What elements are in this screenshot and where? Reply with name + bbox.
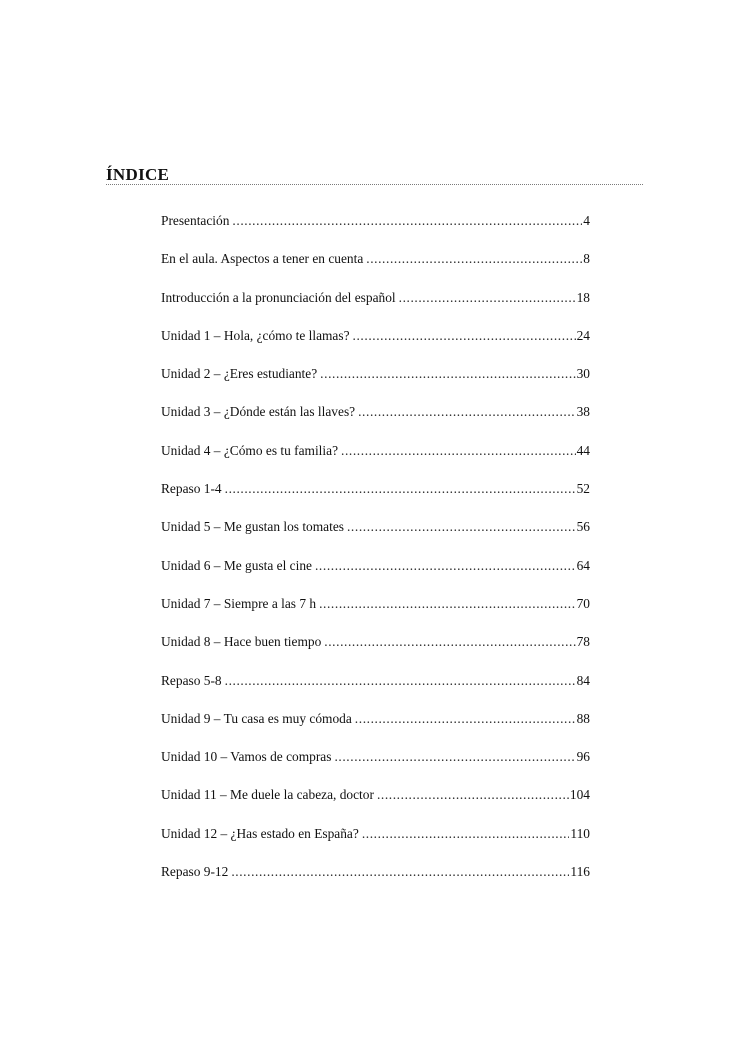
toc-entry-page-number: 88 — [576, 710, 590, 726]
dot-leader — [319, 596, 576, 612]
dot-leader — [225, 481, 576, 497]
toc-entry-title: Repaso 1-4 — [161, 481, 222, 497]
dot-leader — [231, 864, 569, 880]
toc-entry-page-number: 96 — [576, 749, 590, 765]
dot-leader — [358, 404, 576, 420]
dot-leader — [399, 290, 576, 306]
toc-entry-page-number: 24 — [576, 327, 590, 343]
toc-entry[interactable] — [161, 596, 590, 634]
toc-entry-title: Repaso 9-12 — [161, 864, 229, 880]
toc-entry-title: Unidad 7 – Siempre a las 7 h — [161, 595, 317, 611]
toc-entry-title: Unidad 2 – ¿Eres estudiante? — [161, 366, 318, 382]
toc-entry[interactable] — [161, 864, 590, 902]
toc-entry-title: En el aula. Aspectos a tener en cuenta — [161, 251, 364, 267]
toc-entry[interactable] — [161, 634, 590, 672]
page-title: ÍNDICE — [106, 165, 170, 184]
toc-entry-page-number: 18 — [576, 289, 590, 305]
toc-entry-page-number: 38 — [576, 404, 590, 420]
toc-entry-page-number: 70 — [576, 595, 590, 611]
toc-entry-page-number: 4 — [583, 213, 590, 228]
toc-entry[interactable] — [161, 366, 590, 404]
toc-entry-page-number: 30 — [576, 366, 590, 382]
dot-leader — [362, 826, 570, 842]
toc-entry-page-number: 78 — [576, 634, 590, 650]
toc-entry-page-number: 84 — [576, 672, 590, 688]
toc-entry-page-number: 8 — [583, 251, 590, 267]
dot-leader — [353, 328, 576, 344]
toc-entry[interactable] — [161, 404, 590, 442]
toc-entry-title: Unidad 4 – ¿Cómo es tu familia? — [161, 442, 339, 458]
table-of-contents — [161, 213, 590, 902]
toc-entry[interactable] — [161, 787, 590, 825]
toc-entry[interactable] — [161, 749, 590, 787]
toc-entry[interactable] — [161, 290, 590, 328]
dot-leader — [324, 634, 575, 650]
toc-entry-title: Unidad 1 – Hola, ¿cómo te llamas? — [161, 327, 350, 343]
toc-entry-title: Unidad 8 – Hace buen tiempo — [161, 634, 322, 650]
toc-entry-title: Unidad 6 – Me gusta el cine — [161, 557, 312, 573]
title-divider — [106, 184, 643, 185]
dot-leader — [355, 711, 576, 727]
dot-leader — [377, 787, 569, 803]
toc-entry-page-number: 64 — [576, 557, 590, 573]
toc-entry-title: Unidad 11 – Me duele la cabeza, doctor — [161, 787, 374, 803]
toc-entry-title: Presentación — [161, 213, 230, 228]
toc-entry[interactable] — [161, 673, 590, 711]
dot-leader — [347, 519, 576, 535]
toc-entry-page-number: 44 — [576, 442, 590, 458]
toc-entry-page-number: 56 — [576, 519, 590, 535]
toc-entry[interactable] — [161, 328, 590, 366]
toc-entry[interactable] — [161, 213, 590, 251]
dot-leader — [232, 213, 582, 229]
toc-entry[interactable] — [161, 519, 590, 557]
dot-leader — [366, 251, 582, 267]
toc-entry[interactable] — [161, 443, 590, 481]
dot-leader — [334, 749, 575, 765]
dot-leader — [341, 443, 576, 459]
toc-entry[interactable] — [161, 826, 590, 864]
toc-entry[interactable] — [161, 481, 590, 519]
toc-entry-page-number: 110 — [570, 825, 590, 841]
toc-entry-title: Repaso 5-8 — [161, 672, 222, 688]
toc-entry-title: Unidad 12 – ¿Has estado en España? — [161, 825, 359, 841]
dot-leader — [315, 558, 576, 574]
toc-entry-page-number: 116 — [570, 864, 590, 880]
toc-entry-title: Unidad 5 – Me gustan los tomates — [161, 519, 344, 535]
dot-leader — [225, 673, 576, 689]
toc-entry[interactable] — [161, 558, 590, 596]
toc-entry-title: Unidad 3 – ¿Dónde están las llaves? — [161, 404, 356, 420]
toc-entry-title: Introducción a la pronunciación del español — [161, 289, 396, 305]
toc-entry[interactable] — [161, 251, 590, 289]
dot-leader — [320, 366, 575, 382]
toc-entry-title: Unidad 9 – Tu casa es muy cómoda — [161, 710, 352, 726]
toc-entry-page-number: 104 — [569, 787, 590, 803]
toc-entry[interactable] — [161, 711, 590, 749]
toc-entry-page-number: 52 — [576, 481, 590, 497]
toc-entry-title: Unidad 10 – Vamos de compras — [161, 749, 332, 765]
